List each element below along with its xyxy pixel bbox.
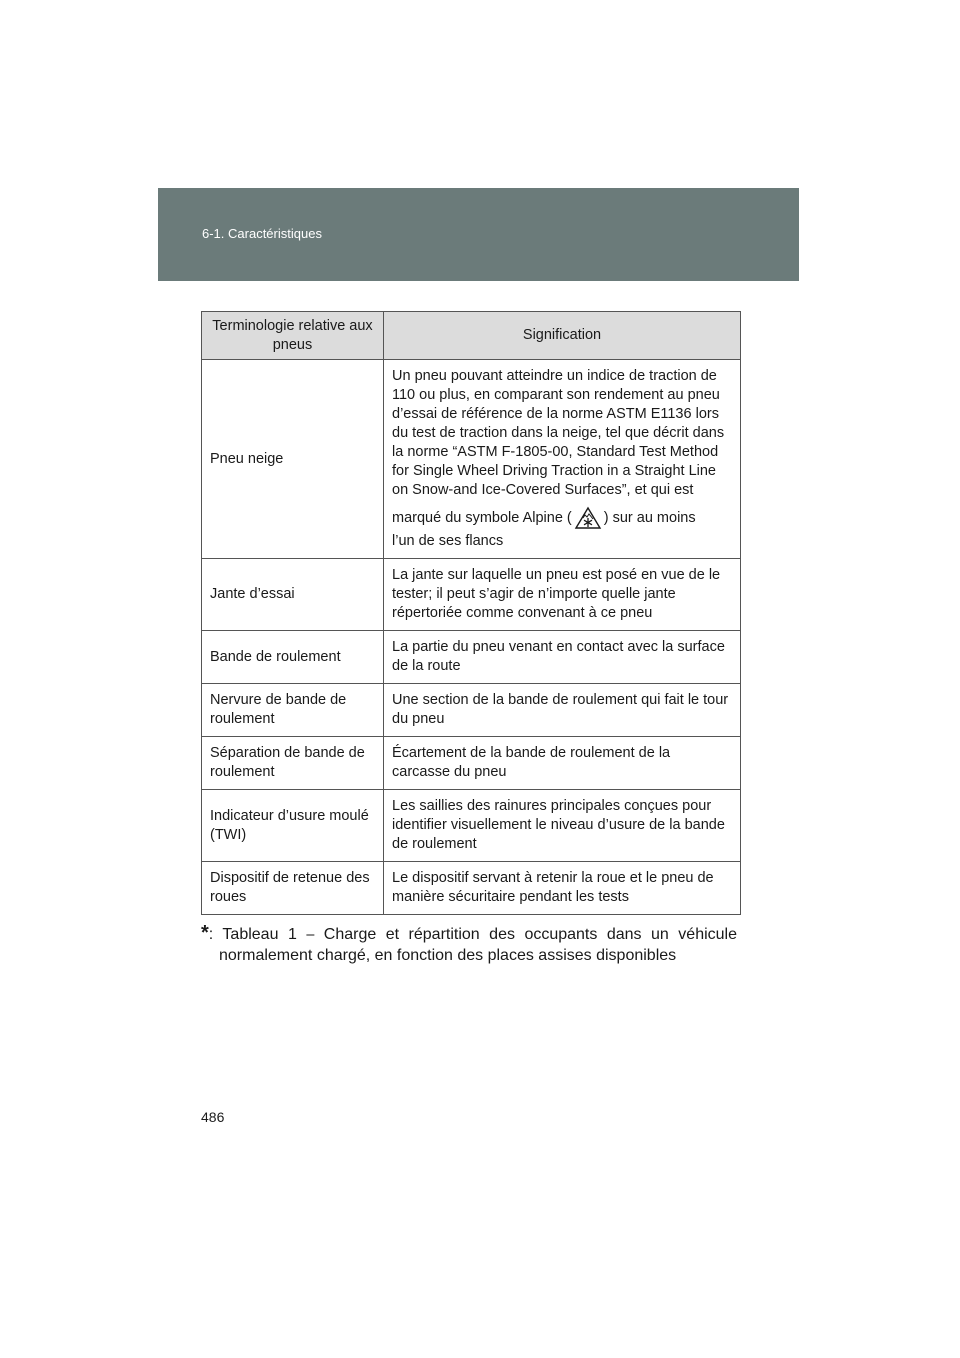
alpine-line — [392, 506, 732, 530]
table-row — [202, 559, 741, 631]
table-row — [202, 360, 741, 559]
column-header-term: Terminologie relative aux pneus — [202, 312, 384, 360]
term-cell: Dispositif de retenue des roues — [202, 862, 384, 915]
column-header-meaning: Signification — [384, 312, 741, 360]
table-header-row — [202, 312, 741, 360]
footnote-line-2: normalement chargé, en fonction des places assises disponibles — [219, 947, 677, 964]
tire-terminology-table — [201, 311, 741, 915]
meaning-text-end: l’un de ses flancs — [392, 533, 504, 550]
meaning-cell: La jante sur laquelle un pneu est posé en vue de le tester; il peut s’agir de n’importe quelle jante répertoriée comme convenant à ce pneu — [384, 559, 741, 631]
term-cell: Séparation de bande de roulement — [202, 737, 384, 790]
table-row — [202, 737, 741, 790]
term-cell: Indicateur d’usure moulé (TWI) — [202, 790, 384, 862]
page-number: 486 — [201, 1109, 225, 1125]
term-cell: Nervure de bande de roulement — [202, 684, 384, 737]
alpine-text-before: marqué du symbole Alpine ( — [392, 510, 572, 526]
meaning-cell: Écartement de la bande de roulement de la carcasse du pneu — [384, 737, 741, 790]
mountain-snowflake-icon — [574, 506, 602, 530]
term-cell: Pneu neige — [202, 360, 384, 559]
alpine-text-after: ) sur au moins — [603, 510, 696, 526]
table-row — [202, 790, 741, 862]
meaning-cell: Les saillies des rainures principales conçues pour identifier visuellement le niveau d’usure de la bande de roulement — [384, 790, 741, 862]
term-cell: Bande de roulement — [202, 631, 384, 684]
table-row — [202, 684, 741, 737]
table-row — [202, 862, 741, 915]
meaning-cell: Le dispositif servant à retenir la roue et le pneu de manière sécuritaire pendant les tests — [384, 862, 741, 915]
footnote-marker: * — [201, 922, 209, 944]
section-header-band — [158, 188, 799, 281]
meaning-cell — [384, 360, 741, 559]
footnote-text-1: : Tableau 1 ⎯ Charge et répartition des occupants dans un véhicule — [208, 926, 737, 943]
meaning-cell: La partie du pneu venant en contact avec la surface de la route — [384, 631, 741, 684]
meaning-text: Un pneu pouvant atteindre un indice de traction de 110 ou plus, en comparant son rendement au pneu d’essai de référence de la norme ASTM E1136 lors du test de traction dans la neige, tel que décrit dans la norme “ASTM F-1805-00, Standard Test Method for Single Wheel Driving Traction in a Straight Line on Snow-and Ice-Covered Surfaces”, et qui est — [392, 368, 725, 498]
meaning-cell: Une section de la bande de roulement qui fait le tour du pneu — [384, 684, 741, 737]
section-title: 6-1. Caractéristiques — [202, 226, 322, 241]
footnote-line-1 — [201, 922, 737, 946]
table-row — [202, 631, 741, 684]
term-cell: Jante d’essai — [202, 559, 384, 631]
